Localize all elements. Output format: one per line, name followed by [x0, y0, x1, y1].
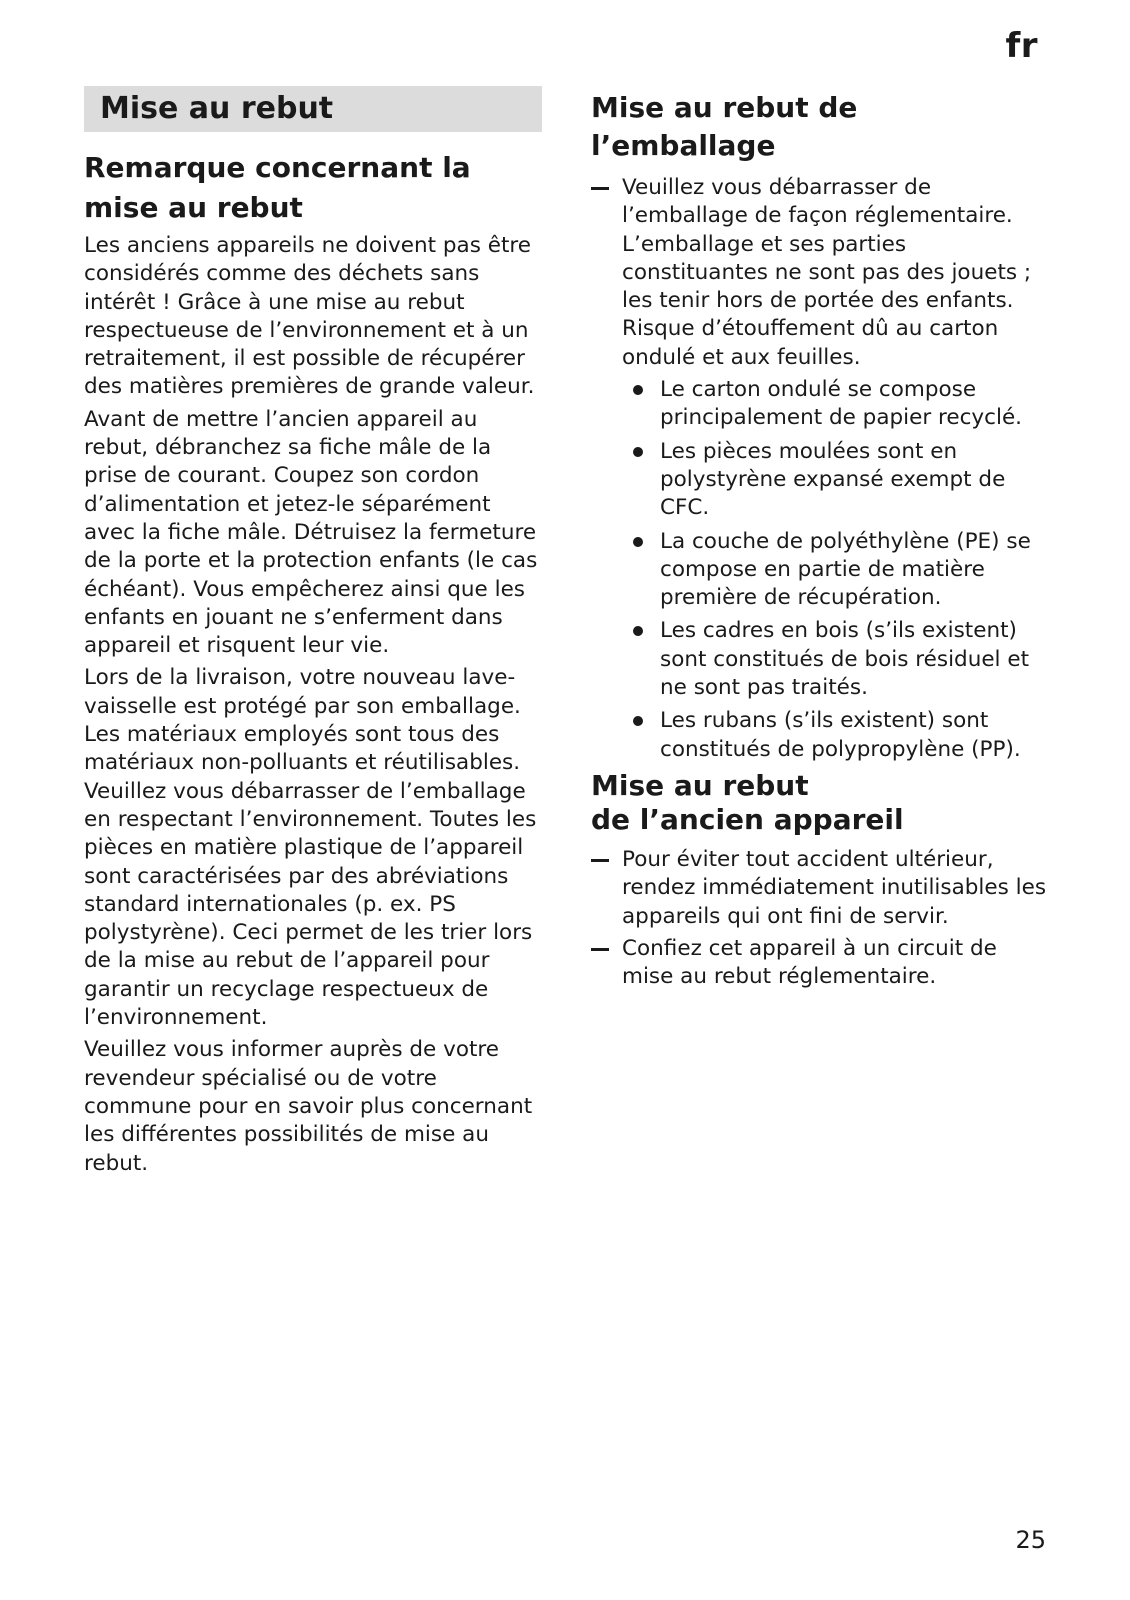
list-item [591, 528, 1051, 613]
old-appliance-heading-line2: de l’ancien appareil [591, 802, 904, 836]
dash-marker [591, 859, 609, 862]
left-column [84, 86, 542, 1182]
paragraph-old-appliances: Les anciens appareils ne doivent pas être considérés comme des déchets sans intérêt ! Grâce à une mise au rebut respectueuse de l’environnement et à un retraitement, il est possible de récupérer des matières premières de grande valeur. [84, 233, 535, 400]
packaging-disposal-heading: Mise au rebut de l’emballage [591, 91, 858, 162]
paragraph-local-information: Veuillez vous informer auprès de votre revendeur spécialisé ou de votre commune pour en savoir plus concernant les différentes possibilités de mise au rebut. [84, 1037, 533, 1176]
bullet-icon [633, 626, 643, 636]
old-appliance-heading [591, 769, 1051, 837]
right-column [591, 86, 1051, 995]
bullet-icon [633, 385, 643, 395]
language-code: fr [1005, 26, 1038, 66]
bullet-icon [633, 537, 643, 547]
list-item [591, 617, 1051, 702]
bullet-icon [633, 716, 643, 726]
old-appliance-dash-item [591, 935, 1051, 992]
disposal-note-heading: Remarque concernant la mise au rebut [84, 151, 471, 224]
page-number: 25 [1015, 1526, 1046, 1554]
packaging-materials-list [591, 376, 1051, 764]
section-title: Mise au rebut [84, 86, 542, 132]
dash-marker [591, 187, 609, 190]
packaging-dash-item [591, 174, 1051, 372]
dash-marker [591, 948, 609, 951]
paragraph-unplug-instructions: Avant de mettre l’ancien appareil au rebut, débranchez sa fiche mâle de la prise de courant. Coupez son cordon d’alimentation et jetez-le séparément avec la fiche mâle. Détruisez la fermeture de la porte et la protection enfants (le cas échéant). Vous empêcherez ainsi que les enfants en jouant ne s’enferment dans appareil et risquent leur vie. [84, 406, 538, 659]
list-item-text: Le carton ondulé se compose principalement de papier recyclé. [660, 377, 1023, 431]
bullet-icon [633, 447, 643, 457]
packaging-dash-text: Veuillez vous débarrasser de l’emballage de façon réglementaire. L’emballage et ses parties constituantes ne sont pas des jouets ; les tenir hors de portée des enfants. Risque d’étouffement dû au carton ondulé et aux feuilles. [622, 175, 1032, 370]
old-appliance-dash-text: Pour éviter tout accident ultérieur, rendez immédiatement inutilisables les appareils qui ont fini de servir. [622, 846, 1047, 929]
paragraph-packaging-materials: Lors de la livraison, votre nouveau lave-vaisselle est protégé par son emballage. Les matériaux employés sont tous des matériaux non-polluants et réutilisables. Veuillez vous débarrasser de l’emballage en respectant l’environnement. Toutes les pièces en matière plastique de l’appareil sont caractérisées par des abréviations standard internationales (p. ex. PS polystyrène). Ceci permet de les trier lors de la mise au rebut de l’appareil pour garantir un recyclage respectueux de l’environnement. [84, 665, 537, 1031]
list-item-text: La couche de polyéthylène (PE) se compose en partie de matière première de récupération. [660, 528, 1031, 611]
list-item-text: Les rubans (s’ils existent) sont constitués de polypropylène (PP). [660, 708, 1021, 762]
list-item-text: Les pièces moulées sont en polystyrène expansé exempt de CFC. [660, 438, 1006, 521]
old-appliance-dash-text: Confiez cet appareil à un circuit de mise au rebut réglementaire. [622, 935, 997, 990]
list-item-text: Les cadres en bois (s’ils existent) sont constitués de bois résiduel et ne sont pas traités. [660, 618, 1030, 701]
list-item [591, 707, 1051, 764]
list-item [591, 438, 1051, 523]
old-appliance-dash-item [591, 846, 1051, 931]
list-item [591, 376, 1051, 433]
old-appliance-heading-line1: Mise au rebut [591, 768, 809, 802]
